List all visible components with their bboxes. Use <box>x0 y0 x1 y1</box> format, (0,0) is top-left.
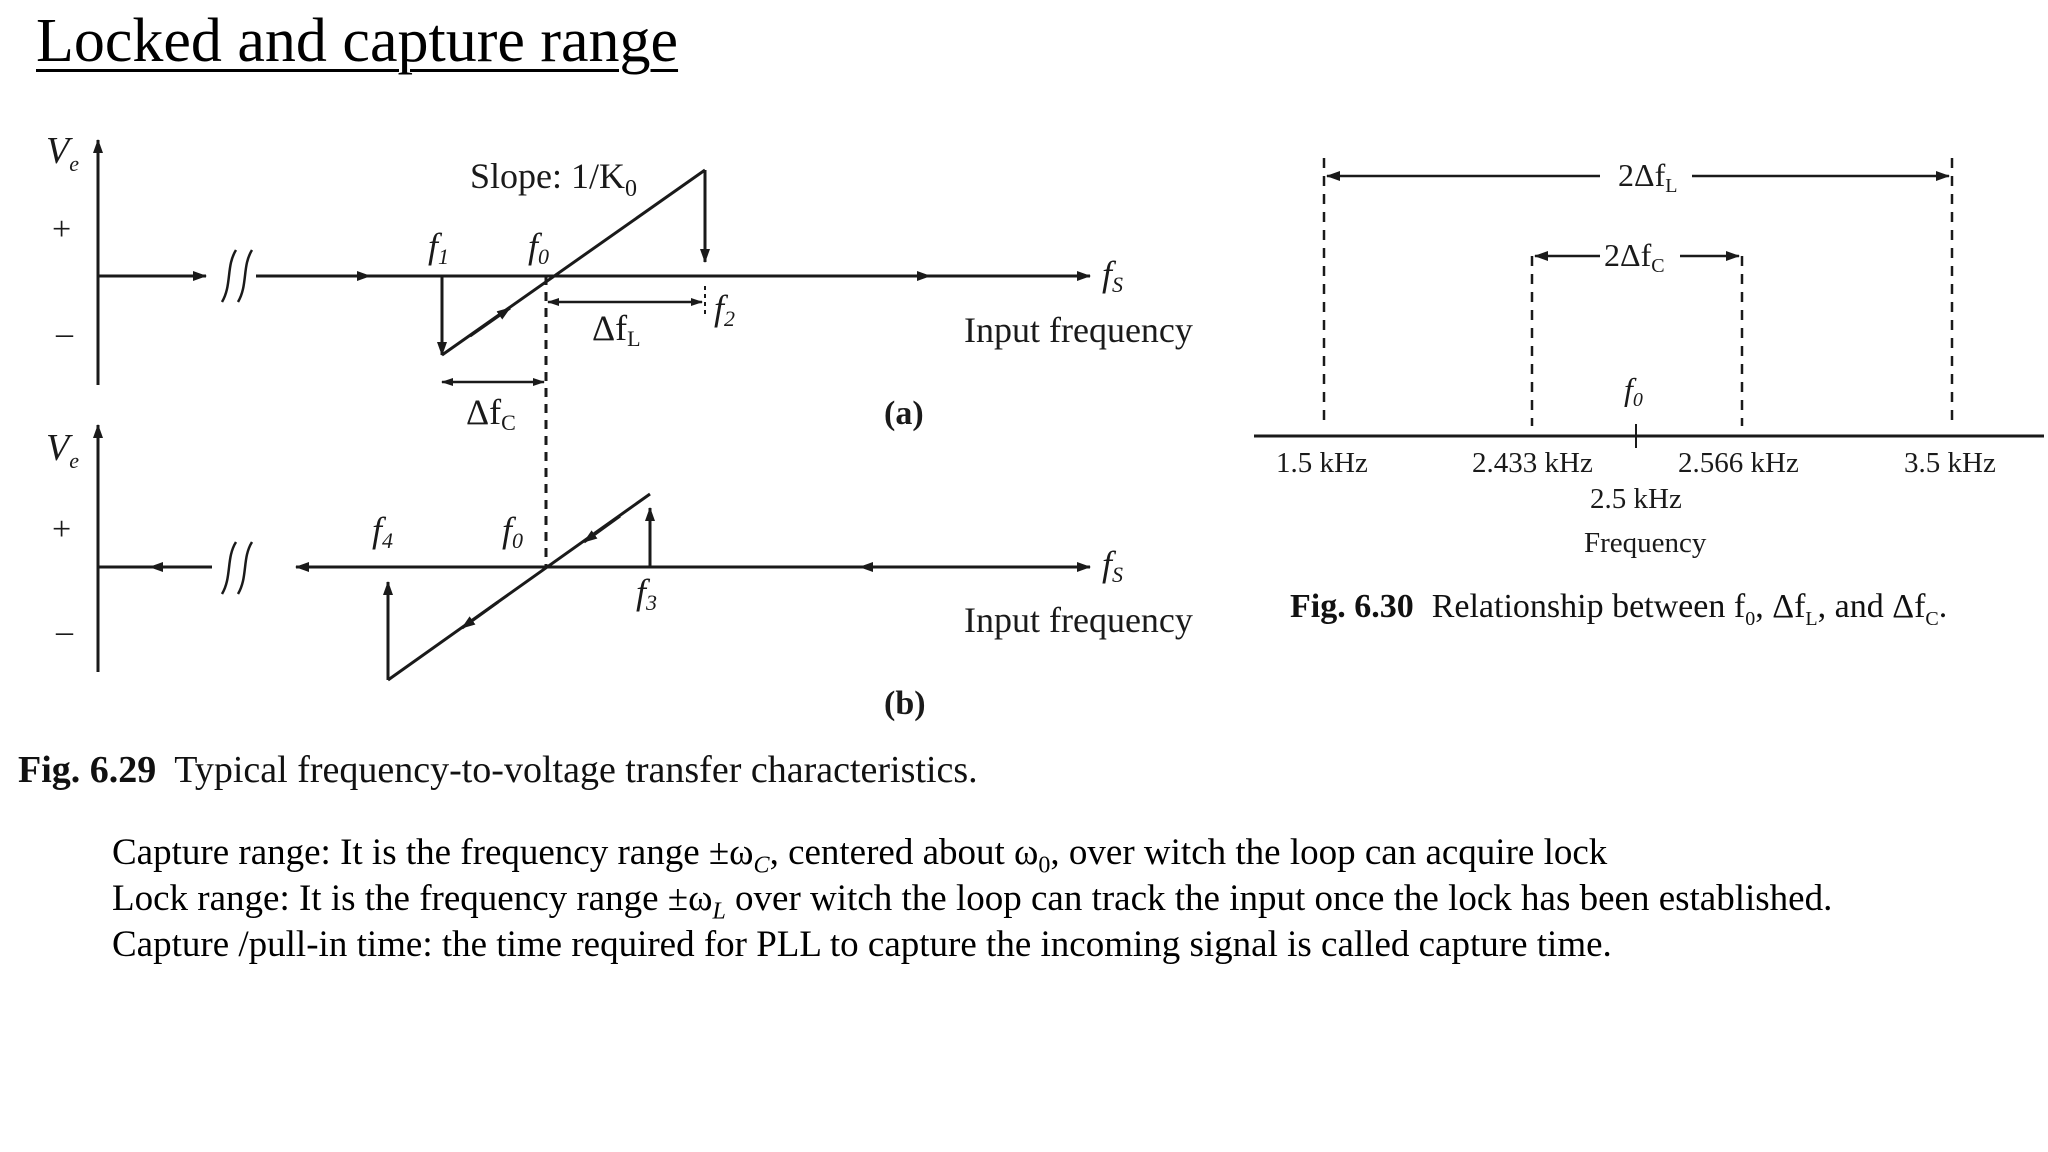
fig629a-fs-label: fS <box>1102 254 1124 297</box>
fig630-caption-subL: L <box>1805 607 1818 630</box>
fig630-tick-1-5: 1.5 kHz <box>1276 447 1368 479</box>
fig629a-slope-label: Slope: $1/K_0$ <box>470 156 638 202</box>
fig629b-slope-arrow <box>584 516 620 542</box>
fig630-caption-mid: , Δf <box>1755 588 1806 625</box>
fig630-2dfc-label: 2ΔfC <box>1604 237 1665 277</box>
fig630-diagram <box>1254 158 2044 448</box>
fig629b-f3-label: f3 <box>636 572 658 615</box>
fig629a-dfc-label: ΔfC <box>466 392 516 435</box>
fig629a-ve-label: $V_e$ <box>46 130 79 176</box>
fig630-center-label: 2.5 kHz <box>1590 483 1682 515</box>
fig630-caption <box>1290 588 1947 631</box>
fig630-caption-and: , and Δf <box>1817 588 1926 625</box>
fig630-caption-num: Fig. 6.30 <box>1290 588 1414 625</box>
fig629a-f1-label: f1 <box>428 226 450 269</box>
fig630-caption-end: . <box>1938 588 1948 625</box>
fig630-axis-label: Frequency <box>1584 527 1707 559</box>
fig629a-diagram <box>98 140 1090 568</box>
fig629b-ve-label: $V_e$ <box>46 427 79 473</box>
fig629a-minus: – <box>56 315 73 352</box>
fig629a-labels <box>46 130 1193 435</box>
fig629a-label-a: (a) <box>884 395 924 432</box>
fig629b-label-b: (b) <box>884 685 926 722</box>
fig629b-f4-label: f4 <box>372 510 394 553</box>
fig629b-input-frequency: Input frequency <box>964 600 1193 640</box>
fig630-tick-2-433: 2.433 kHz <box>1472 447 1593 479</box>
fig630-caption-subC: C <box>1925 607 1939 630</box>
fig629a-f2-label: f2 <box>714 288 736 331</box>
fig629b-slope-arrow2 <box>462 602 498 628</box>
fig629b-labels <box>46 427 1193 722</box>
fig629a-dfl-label: ΔfL <box>592 308 641 351</box>
lock-range-line: Lock range: It is the frequency range $\pm\omega_L$ over witch the loop can track the input once the lock has been established. <box>112 878 1833 925</box>
fig630-caption-sub0: 0 <box>1745 607 1756 630</box>
fig630-labels <box>1276 157 1996 559</box>
fig629b-fs-label: fS <box>1102 544 1124 587</box>
fig630-tick-3-5: 3.5 kHz <box>1904 447 1996 479</box>
fig629-caption <box>18 748 978 792</box>
fig629-caption-num: Fig. 6.29 <box>18 749 157 791</box>
fig629a-f0-label: f0 <box>528 226 550 269</box>
definitions-text <box>112 830 1832 968</box>
fig629b-minus: – <box>56 613 73 650</box>
fig629a-slope-arrow <box>470 308 510 336</box>
fig629a-input-frequency: Input frequency <box>964 310 1193 350</box>
capture-time-line: Capture /pull-in time: the time required for PLL to capture the incoming signal is called capture time. <box>112 924 1612 965</box>
fig629b-f0-label: f0 <box>502 510 524 553</box>
fig629b-plus: + <box>52 511 72 548</box>
fig629a-break-mark <box>222 250 252 302</box>
capture-range-line: Capture range: It is the frequency range $\pm\omega_C$, centered about $\omega_0$, over witch the loop can acquire lock <box>112 832 1608 879</box>
fig629-caption-text: Typical frequency-to-voltage transfer characteristics. <box>174 749 978 791</box>
fig630-f0-label: f0 <box>1624 371 1643 411</box>
fig630-tick-2-566: 2.566 kHz <box>1678 447 1799 479</box>
fig629a-plus: + <box>52 211 72 248</box>
fig629b-break-mark <box>222 542 252 594</box>
fig630-2dfl-label: 2ΔfL <box>1618 157 1678 197</box>
page-title: Locked and capture range <box>36 7 679 75</box>
fig630-caption-text: Relationship between f <box>1431 588 1746 625</box>
fig629b-diagram <box>98 425 1090 680</box>
